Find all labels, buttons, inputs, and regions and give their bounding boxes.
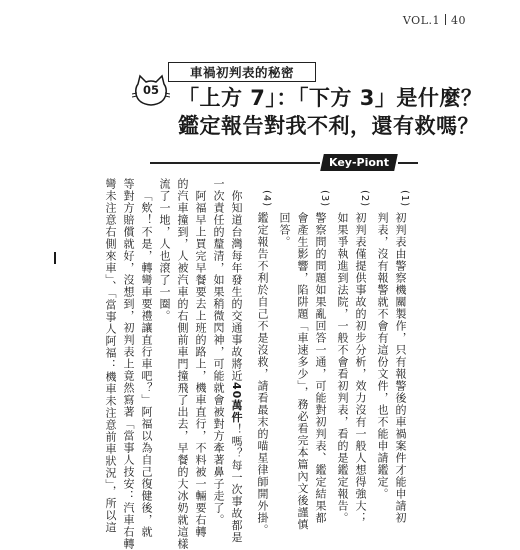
body-column-6: 「欸！不是，轉彎車要禮讓直行車吧？」阿福以為自己復健後，就 <box>140 190 153 538</box>
point-4-number: (4) <box>261 190 272 208</box>
body-column-5: 流了一地，人也滾了一圈。 <box>158 178 171 322</box>
volume-label: VOL.1 <box>402 14 440 27</box>
title-line-1: 「上方 7」：「下方 3」是什麼？ <box>178 86 483 110</box>
body-column-3: 阿福早上買完早餐要去上班的路上，機車直行，不料被一輛要右轉 <box>194 190 207 538</box>
body-column-8: 彎未注意右側來車」、「當事人阿福：機車未注意前車狀況」，所以這 <box>104 178 117 534</box>
volume-header <box>403 14 466 27</box>
point-3-line-3: 回答。 <box>278 212 291 248</box>
point-3-number: (3) <box>319 190 330 208</box>
key-point-label: Key-Piont <box>320 154 398 171</box>
body-column-1 <box>228 190 244 543</box>
section-tag: 車禍初判表的秘密 <box>168 62 316 82</box>
page-number: 40 <box>451 14 466 27</box>
body-column-4: 的汽車撞到，人被汽車的右側前車門撞飛了出去，早餐的大冰奶就這樣 <box>176 178 189 550</box>
point-2-number: (2) <box>359 190 370 208</box>
point-2-line-2: 如果爭執進到法院，一般不會看初判表，看的是鑑定報告。 <box>336 212 349 524</box>
title-line-2: 鑑定報告對我不利，還有救嗎？ <box>178 114 479 138</box>
body-text: 你知道台灣每年發生的交通事故將近 <box>230 190 243 382</box>
point-2-line-1: 初判表僅提供事故的初步分析，效力沒有一般人想得強大； <box>354 212 367 524</box>
body-text: ！嗎？每一次事故都是 <box>230 423 243 544</box>
cat-badge <box>132 74 170 108</box>
highlight-figure: 40萬件 <box>230 382 243 424</box>
header-divider <box>445 14 446 25</box>
point-3-line-2: 會產生影響，陷阱題「車速多少」，務必看完本篇內文後謹慎 <box>296 212 309 531</box>
key-point-rule-left <box>150 162 320 164</box>
point-1-line-2: 判表，沒有報警就不會有這份文件，也不能申請鑑定。 <box>376 212 389 500</box>
point-1-line-1: 初判表由警察機關製作，只有報警後的車禍案件才能申請初 <box>394 212 407 524</box>
point-1-number: (1) <box>399 190 410 208</box>
page-edge-mark <box>54 252 56 264</box>
point-3-line-1: 警察問的問題如果亂回答一通，可能對初判表、鑑定結果都 <box>314 212 327 524</box>
body-column-2: 一次責任的釐清，如果稍微閃神，可能就會被對方牽著鼻子走了。 <box>212 178 225 526</box>
key-point-rule-right <box>398 162 418 164</box>
point-4-line-1: 鑑定報告不利於自己不是沒救，請看最末的喵星律師開外掛。 <box>256 212 269 536</box>
chapter-number: 05 <box>142 83 159 97</box>
body-column-7: 等對方賠償就好，沒想到，初判表上竟然寫著「當事人技安：汽車右轉 <box>122 178 135 550</box>
